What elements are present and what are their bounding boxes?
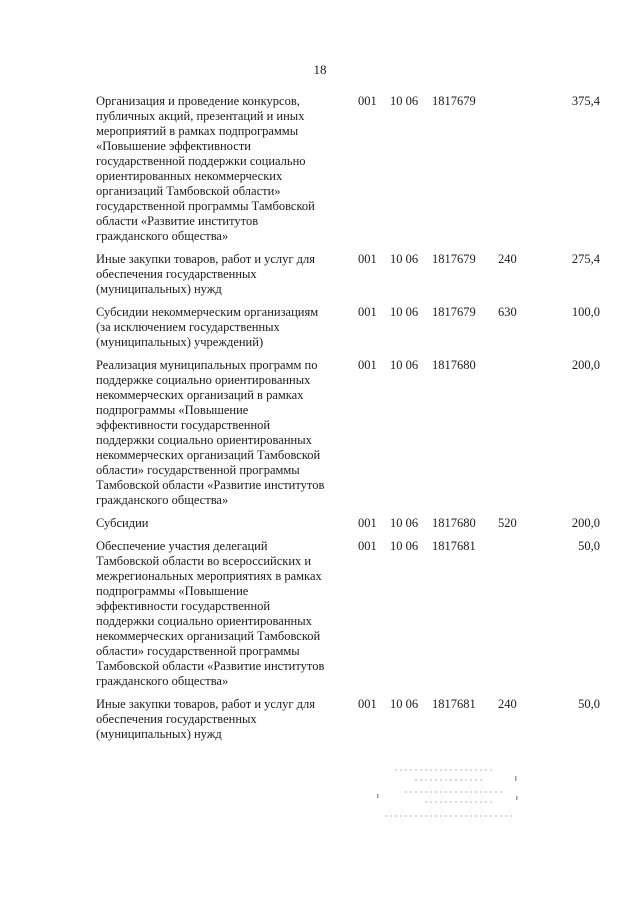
row-name-line: Организация и проведение конкурсов, bbox=[96, 94, 300, 108]
row-vr: 240 bbox=[498, 697, 517, 711]
row-name-line: Реализация муниципальных программ по bbox=[96, 358, 318, 372]
row-ved: 001 bbox=[358, 252, 377, 266]
row-name-line: области «Развитие институтов bbox=[96, 214, 259, 228]
row-name-line: области» государственной программы bbox=[96, 644, 300, 658]
row-name-line: Субсидии некоммерческим организациям bbox=[96, 305, 319, 319]
row-name-line: организаций Тамбовской области» bbox=[96, 184, 281, 198]
row-vr bbox=[498, 539, 538, 697]
row-name-line: (муниципальных) учреждений) bbox=[96, 335, 264, 349]
row-ved: 001 bbox=[358, 697, 377, 711]
row-name bbox=[96, 252, 358, 305]
row-vr bbox=[498, 94, 538, 252]
row-name-line: поддержке социально ориентированных bbox=[96, 373, 311, 387]
row-name bbox=[96, 305, 358, 358]
row-csr: 1817679 bbox=[432, 252, 476, 266]
row-name-line: межрегиональных мероприятиях в рамках bbox=[96, 569, 322, 583]
row-name-line: поддержки социально ориентированных bbox=[96, 433, 312, 447]
table-row bbox=[96, 358, 600, 516]
row-name-line: мероприятий в рамках подпрограммы bbox=[96, 124, 299, 138]
table-row bbox=[96, 305, 600, 358]
row-rzpr: 10 06 bbox=[390, 516, 419, 530]
row-csr: 1817681 bbox=[432, 539, 476, 553]
row-name bbox=[96, 697, 358, 750]
row-name-line: гражданского общества» bbox=[96, 674, 229, 688]
row-name-line: некоммерческих организаций в рамках bbox=[96, 388, 304, 402]
row-rzpr: 10 06 bbox=[390, 94, 419, 108]
row-name bbox=[96, 516, 358, 539]
table-row bbox=[96, 539, 600, 697]
row-name-line: ориентированных некоммерческих bbox=[96, 169, 283, 183]
row-name-line: Тамбовской области «Развитие институтов bbox=[96, 659, 325, 673]
row-sum: 50,0 bbox=[578, 539, 600, 553]
row-sum: 100,0 bbox=[571, 305, 600, 319]
row-name-line: Тамбовской области во всероссийских и bbox=[96, 554, 312, 568]
row-name-line: эффективности государственной bbox=[96, 418, 271, 432]
row-name-line: эффективности государственной bbox=[96, 599, 271, 613]
row-ved: 001 bbox=[358, 305, 377, 319]
row-ved: 001 bbox=[358, 358, 377, 372]
row-csr: 1817680 bbox=[432, 358, 476, 372]
row-name-line: публичных акций, презентаций и иных bbox=[96, 109, 305, 123]
row-sum: 200,0 bbox=[571, 516, 600, 530]
row-name-line: (за исключением государственных bbox=[96, 320, 280, 334]
table-row bbox=[96, 252, 600, 305]
row-name-line: некоммерческих организаций Тамбовской bbox=[96, 448, 321, 462]
row-sum: 200,0 bbox=[571, 358, 600, 372]
row-name-line: области» государственной программы bbox=[96, 463, 300, 477]
row-name-line: Иные закупки товаров, работ и услуг для bbox=[96, 697, 316, 711]
row-name-line: Иные закупки товаров, работ и услуг для bbox=[96, 252, 316, 266]
row-name bbox=[96, 358, 358, 516]
row-vr bbox=[498, 358, 538, 516]
row-name-line: поддержки социально ориентированных bbox=[96, 614, 312, 628]
row-ved: 001 bbox=[358, 539, 377, 553]
row-name-line: государственной программы Тамбовской bbox=[96, 199, 315, 213]
row-name-line: обеспечения государственных bbox=[96, 267, 257, 281]
row-sum: 50,0 bbox=[578, 697, 600, 711]
row-rzpr: 10 06 bbox=[390, 697, 419, 711]
row-name-line: (муниципальных) нужд bbox=[96, 727, 222, 741]
table-body bbox=[96, 94, 600, 750]
row-sum: 275,4 bbox=[571, 252, 600, 266]
table-row bbox=[96, 697, 600, 750]
budget-table bbox=[96, 94, 600, 750]
row-name-line: Обеспечение участия делегаций bbox=[96, 539, 268, 553]
row-csr: 1817679 bbox=[432, 305, 476, 319]
row-name-line: Тамбовской области «Развитие институтов bbox=[96, 478, 325, 492]
table-row bbox=[96, 94, 600, 252]
row-csr: 1817681 bbox=[432, 697, 476, 711]
row-csr: 1817679 bbox=[432, 94, 476, 108]
row-rzpr: 10 06 bbox=[390, 539, 419, 553]
row-name-line: гражданского общества» bbox=[96, 229, 229, 243]
table-row bbox=[96, 516, 600, 539]
row-name-line: государственной поддержки социально bbox=[96, 154, 306, 168]
row-ved: 001 bbox=[358, 516, 377, 530]
scan-noise bbox=[375, 766, 523, 822]
row-name-line: обеспечения государственных bbox=[96, 712, 257, 726]
row-name bbox=[96, 539, 358, 697]
row-csr: 1817680 bbox=[432, 516, 476, 530]
row-rzpr: 10 06 bbox=[390, 252, 419, 266]
row-rzpr: 10 06 bbox=[390, 358, 419, 372]
row-name bbox=[96, 94, 358, 252]
row-vr: 240 bbox=[498, 252, 517, 266]
row-name-line: (муниципальных) нужд bbox=[96, 282, 222, 296]
row-name-line: гражданского общества» bbox=[96, 493, 229, 507]
row-sum: 375,4 bbox=[571, 94, 600, 108]
row-ved: 001 bbox=[358, 94, 377, 108]
page-number: 18 bbox=[313, 62, 327, 77]
row-name-line: подпрограммы «Повышение bbox=[96, 584, 249, 598]
row-vr: 520 bbox=[498, 516, 517, 530]
row-name-line: Субсидии bbox=[96, 516, 149, 530]
row-vr: 630 bbox=[498, 305, 517, 319]
row-name-line: «Повышение эффективности bbox=[96, 139, 251, 153]
row-name-line: некоммерческих организаций Тамбовской bbox=[96, 629, 321, 643]
row-rzpr: 10 06 bbox=[390, 305, 419, 319]
row-name-line: подпрограммы «Повышение bbox=[96, 403, 249, 417]
